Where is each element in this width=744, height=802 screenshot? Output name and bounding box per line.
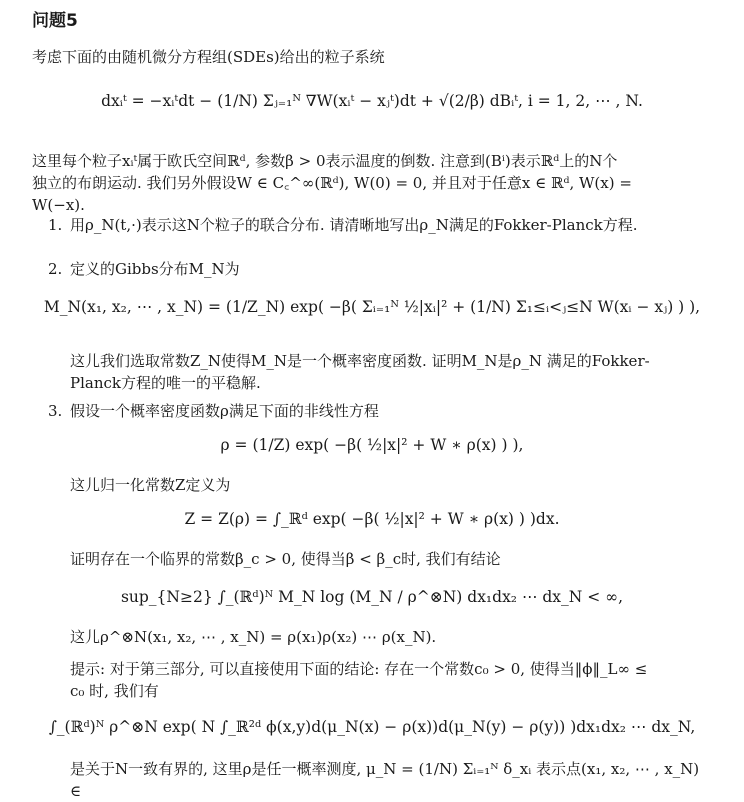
question-2-intro	[48, 258, 710, 280]
para1-line2: 独立的布朗运动. 我们另外假设W ∈ C꜀^∞(ℝᵈ), W(0) = 0, 并且对于任意x ∈ ℝᵈ, W(x) =	[32, 174, 632, 192]
para1-line1: 这里每个粒子xᵢᵗ属于欧氏空间ℝᵈ, 参数β > 0表示温度的倒数. 注意到(Bⁱ)表示ℝᵈ上的N个	[32, 152, 618, 170]
hint-line1: 提示: 对于第三部分, 可以直接使用下面的结论: 存在一个常数c₀ > 0, 使得当‖ϕ‖_L∞ ≤	[70, 660, 648, 678]
q2-text-line1: 这儿我们选取常数Z_N使得M_N是一个概率密度函数. 证明M_N是ρ_N 满足的Fokker-	[70, 352, 650, 370]
hint-equation: ∫_(ℝᵈ)ᴺ ρ^⊗N exp( N ∫_ℝ²ᵈ ϕ(x,y)d(μ_N(x) − ρ(x))d(μ_N(y) − ρ(y)) )dx₁dx₂ ⋯ dx_N,	[48, 718, 696, 736]
rho-equation: ρ = (1/Z) exp( −β( ½|x|² + W ∗ ρ(x) ) ),	[220, 436, 524, 454]
q1-text: 用ρ_N(t,·)表示这N个粒子的联合分布. 请清晰地写出ρ_N满足的Fokker-Planck方程.	[70, 216, 638, 234]
q3-number: 3.	[48, 402, 63, 420]
intro-text: 考虑下面的由随机微分方程组(SDEs)给出的粒子系统	[32, 48, 385, 66]
para1-line3: W(−x).	[32, 196, 85, 214]
sup-inequality: sup_{N≥2} ∫_(ℝᵈ)ᴺ M_N log (M_N / ρ^⊗N) dx₁dx₂ ⋯ dx_N < ∞,	[120, 588, 624, 606]
problem-title: 问题5	[32, 11, 78, 31]
question-1	[48, 214, 710, 236]
sde-equation: dxᵢᵗ = −xᵢᵗdt − (1/N) Σⱼ₌₁ᴺ ∇W(xᵢᵗ − xⱼᵗ)dt + √(2/β) dBᵢᵗ, i = 1, 2, ⋯ , N.	[101, 92, 643, 110]
q2-number: 2.	[48, 260, 63, 278]
q3-normalization-text: 这儿归一化常数Z定义为	[70, 476, 231, 494]
last-line: 是关于N一致有界的, 这里ρ是任一概率测度, μ_N = (1/N) Σᵢ₌₁ᴺ δ_xᵢ 表示点(x₁, x₂, ⋯ , x_N) ∈	[70, 760, 700, 800]
q2-intro-text: 定义的Gibbs分布M_N为	[70, 260, 240, 278]
q3-intro-text: 假设一个概率密度函数ρ满足下面的非线性方程	[70, 402, 379, 420]
question-3-intro	[48, 400, 710, 422]
z-equation: Z = Z(ρ) = ∫_ℝᵈ exp( −β( ½|x|² + W ∗ ρ(x) ) )dx.	[184, 510, 560, 528]
hint-line2: c₀ 时, 我们有	[70, 682, 159, 700]
q2-text-line2: Planck方程的唯一的平稳解.	[70, 374, 261, 392]
gibbs-equation: M_N(x₁, x₂, ⋯ , x_N) = (1/Z_N) exp( −β( Σᵢ₌₁ᴺ ½|xᵢ|² + (1/N) Σ₁≤ᵢ<ⱼ≤N W(xᵢ − xⱼ) ) ),	[43, 298, 701, 316]
q1-number: 1.	[48, 216, 63, 234]
q3-tensor-text: 这儿ρ^⊗N(x₁, x₂, ⋯ , x_N) = ρ(x₁)ρ(x₂) ⋯ ρ(x_N).	[70, 628, 437, 646]
q3-claim-text: 证明存在一个临界的常数β_c > 0, 使得当β < β_c时, 我们有结论	[70, 550, 501, 568]
